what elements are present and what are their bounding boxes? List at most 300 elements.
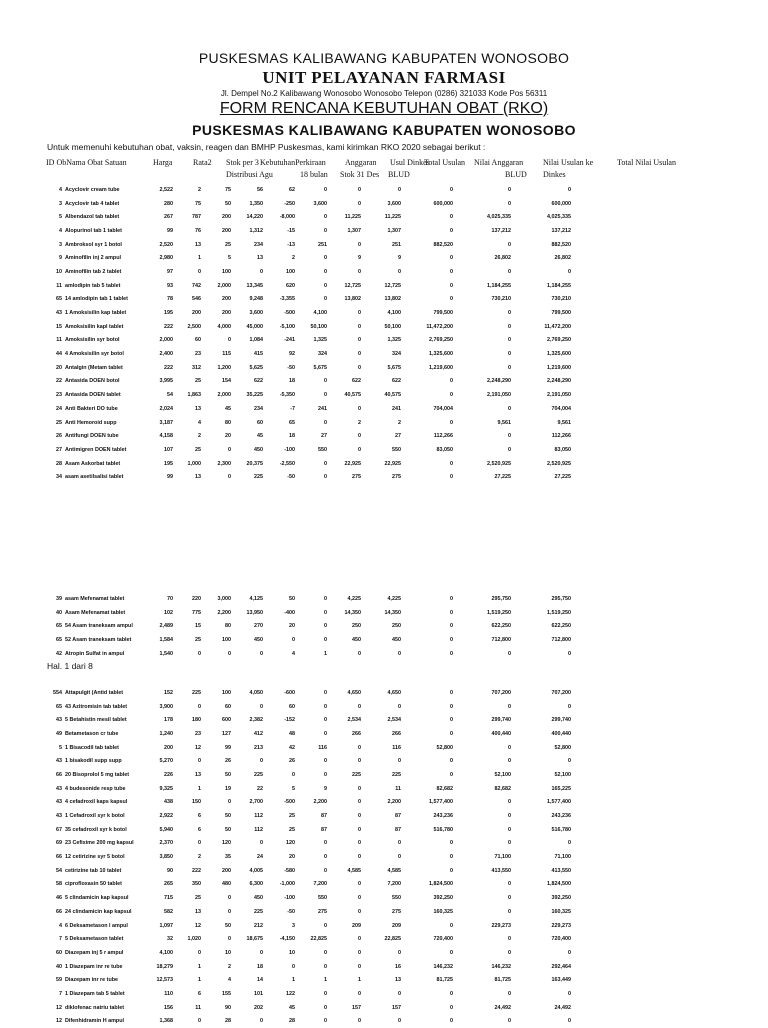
cell-total-usulan: 4,585 <box>363 864 403 878</box>
cell-estimate: 45 <box>265 1001 297 1015</box>
cell-drug-name: Acyclovir cream tube <box>65 183 149 197</box>
cell-usul-blud: 0 <box>329 782 363 796</box>
cell-row-id: 4 <box>47 183 65 197</box>
table-row <box>47 293 573 307</box>
cell-drug-name: Asam Askorbat tablet <box>65 457 149 471</box>
cell-nilai-usulan: 0 <box>455 754 513 768</box>
cell-nilai-usulan: 0 <box>455 700 513 714</box>
cell-stock: 5 <box>203 251 233 265</box>
cell-budget-stock: 1 <box>297 973 329 987</box>
cell-price: 110 <box>149 987 175 1001</box>
cell-usul-blud: 0 <box>329 891 363 905</box>
cell-avg: 150 <box>175 796 203 810</box>
cell-avg: 76 <box>175 224 203 238</box>
cell-usul-blud: 157 <box>329 1001 363 1015</box>
cell-nilai-anggaran: 112,266 <box>403 429 455 443</box>
cell-avg: 25 <box>175 375 203 389</box>
cell-drug-name: Amoksisilin kapl tablet <box>65 320 149 334</box>
cell-drug-name: 14 amlodipin tab 1 tablet <box>65 293 149 307</box>
cell-price: 93 <box>149 279 175 293</box>
cell-estimate: -500 <box>265 796 297 810</box>
cell-total-usulan: 622 <box>363 375 403 389</box>
cell-need: 45,000 <box>233 320 265 334</box>
cell-total-usulan: 0 <box>363 946 403 960</box>
cell-stock: 100 <box>203 265 233 279</box>
cell-usul-blud: 0 <box>329 946 363 960</box>
cell-drug-name: 1 Diazepam tab 5 tablet <box>65 987 149 1001</box>
cell-total-nilai: 0 <box>513 700 573 714</box>
table-header <box>0 156 768 184</box>
cell-total-usulan: 0 <box>363 700 403 714</box>
cell-total-nilai: 1,184,255 <box>513 279 573 293</box>
cell-nilai-anggaran: 243,236 <box>403 809 455 823</box>
cell-row-id: 40 <box>47 606 65 620</box>
cell-nilai-anggaran: 799,500 <box>403 306 455 320</box>
col-stok31: Stok 31 Des <box>340 168 379 181</box>
cell-row-id: 22 <box>47 375 65 389</box>
cell-nilai-usulan: 24,492 <box>455 1001 513 1015</box>
cell-total-nilai: 292,464 <box>513 960 573 974</box>
cell-need: 22 <box>233 782 265 796</box>
cell-nilai-usulan: 0 <box>455 946 513 960</box>
cell-nilai-usulan: 0 <box>455 891 513 905</box>
cell-drug-name: amlodipin tab 5 tablet <box>65 279 149 293</box>
table-row <box>47 864 573 878</box>
cell-need: 112 <box>233 809 265 823</box>
cell-stock: 0 <box>203 443 233 457</box>
cell-price: 2,024 <box>149 402 175 416</box>
cell-avg: 2 <box>175 429 203 443</box>
cell-price: 4,100 <box>149 946 175 960</box>
cell-row-id: 44 <box>47 347 65 361</box>
col-harga: Harga <box>153 156 172 169</box>
cell-row-id: 4 <box>47 224 65 238</box>
cell-stock: 0 <box>203 647 233 661</box>
table-row <box>47 470 573 484</box>
cell-nilai-usulan: 82,682 <box>455 782 513 796</box>
cell-total-nilai: 1,824,500 <box>513 878 573 892</box>
table-row <box>47 700 573 714</box>
cell-row-id: 7 <box>47 932 65 946</box>
cell-budget-stock: 0 <box>297 606 329 620</box>
cell-budget-stock: 4,100 <box>297 306 329 320</box>
cell-avg: 13 <box>175 905 203 919</box>
cell-stock: 75 <box>203 183 233 197</box>
cell-need: 1,350 <box>233 197 265 211</box>
cell-estimate: -100 <box>265 443 297 457</box>
cell-row-id: 15 <box>47 320 65 334</box>
cell-price: 4,158 <box>149 429 175 443</box>
cell-estimate: -15 <box>265 224 297 238</box>
cell-drug-name: Atropin Sulfat in ampul <box>65 647 149 661</box>
cell-total-usulan: 27 <box>363 429 403 443</box>
cell-nilai-anggaran: 0 <box>403 727 455 741</box>
cell-total-usulan: 50,100 <box>363 320 403 334</box>
cell-budget-stock: 0 <box>297 265 329 279</box>
cell-total-nilai: 299,740 <box>513 713 573 727</box>
cell-total-usulan: 5,675 <box>363 361 403 375</box>
cell-nilai-usulan: 0 <box>455 905 513 919</box>
cell-estimate: 0 <box>265 960 297 974</box>
cell-nilai-anggaran: 0 <box>403 470 455 484</box>
cell-usul-blud: 0 <box>329 823 363 837</box>
cell-budget-stock: 324 <box>297 347 329 361</box>
cell-drug-name: Ambroksol syr 1 botol <box>65 238 149 252</box>
cell-nilai-anggaran: 52,800 <box>403 741 455 755</box>
cell-nilai-usulan: 0 <box>455 1015 513 1028</box>
cell-avg: 23 <box>175 727 203 741</box>
cell-usul-blud: 0 <box>329 932 363 946</box>
cell-usul-blud: 0 <box>329 905 363 919</box>
cell-avg: 0 <box>175 700 203 714</box>
table-row <box>47 987 573 1001</box>
cell-total-usulan: 250 <box>363 619 403 633</box>
cell-nilai-anggaran: 0 <box>403 633 455 647</box>
cell-usul-blud: 0 <box>329 987 363 1001</box>
cell-need: 5,625 <box>233 361 265 375</box>
cell-row-id: 46 <box>47 891 65 905</box>
cell-total-nilai: 600,000 <box>513 197 573 211</box>
cell-nilai-anggaran: 0 <box>403 919 455 933</box>
cell-need: 14 <box>233 973 265 987</box>
cell-row-id: 65 <box>47 619 65 633</box>
cell-usul-blud: 4,650 <box>329 686 363 700</box>
cell-nilai-usulan: 0 <box>455 809 513 823</box>
cell-avg: 75 <box>175 197 203 211</box>
cell-total-usulan: 11,225 <box>363 210 403 224</box>
cell-price: 1,097 <box>149 919 175 933</box>
cell-price: 5,270 <box>149 754 175 768</box>
cell-need: 13 <box>233 251 265 265</box>
cell-total-usulan: 0 <box>363 837 403 851</box>
cell-total-usulan: 275 <box>363 905 403 919</box>
cell-need: 45 <box>233 429 265 443</box>
cell-avg: 350 <box>175 878 203 892</box>
cell-price: 195 <box>149 306 175 320</box>
cell-total-nilai: 2,769,250 <box>513 334 573 348</box>
cell-total-nilai: 0 <box>513 987 573 1001</box>
cell-estimate: 20 <box>265 850 297 864</box>
cell-avg: 2 <box>175 850 203 864</box>
cell-estimate: 42 <box>265 741 297 755</box>
cell-need: 1,084 <box>233 334 265 348</box>
table-row <box>47 443 573 457</box>
cell-total-usulan: 4,100 <box>363 306 403 320</box>
cell-usul-blud: 450 <box>329 633 363 647</box>
cell-price: 5,940 <box>149 823 175 837</box>
cell-stock: 0 <box>203 470 233 484</box>
cell-nilai-usulan: 730,210 <box>455 293 513 307</box>
cell-usul-blud: 0 <box>329 197 363 211</box>
cell-stock: 4,000 <box>203 320 233 334</box>
cell-total-usulan: 0 <box>363 265 403 279</box>
cell-stock: 50 <box>203 823 233 837</box>
cell-nilai-anggaran: 0 <box>403 837 455 851</box>
cell-price: 438 <box>149 796 175 810</box>
cell-avg: 0 <box>175 265 203 279</box>
cell-avg: 1 <box>175 973 203 987</box>
cell-nilai-usulan: 0 <box>455 306 513 320</box>
data-table-part-3 <box>47 686 573 1028</box>
cell-total-usulan: 0 <box>363 987 403 1001</box>
cell-budget-stock: 0 <box>297 700 329 714</box>
cell-total-usulan: 22,925 <box>363 457 403 471</box>
cell-drug-name: 1 Amoksisilin kap tablet <box>65 306 149 320</box>
cell-stock: 154 <box>203 375 233 389</box>
cell-budget-stock: 0 <box>297 864 329 878</box>
cell-estimate: 50 <box>265 592 297 606</box>
table-row <box>47 402 573 416</box>
cell-row-id: 3 <box>47 197 65 211</box>
cell-row-id: 12 <box>47 1015 65 1028</box>
cell-total-usulan: 0 <box>363 754 403 768</box>
table-row <box>47 388 573 402</box>
table-row <box>47 973 573 987</box>
cell-avg: 13 <box>175 238 203 252</box>
cell-row-id: 60 <box>47 946 65 960</box>
col-anggaran: Anggaran <box>345 156 377 169</box>
cell-avg: 742 <box>175 279 203 293</box>
cell-stock: 120 <box>203 837 233 851</box>
cell-budget-stock: 0 <box>297 919 329 933</box>
cell-estimate: -500 <box>265 306 297 320</box>
cell-total-nilai: 516,780 <box>513 823 573 837</box>
cell-row-id: 24 <box>47 402 65 416</box>
cell-need: 2,382 <box>233 713 265 727</box>
cell-total-usulan: 2,200 <box>363 796 403 810</box>
cell-price: 99 <box>149 224 175 238</box>
cell-stock: 2,300 <box>203 457 233 471</box>
cell-nilai-usulan: 0 <box>455 183 513 197</box>
cell-nilai-anggaran: 0 <box>403 987 455 1001</box>
cell-total-usulan: 0 <box>363 183 403 197</box>
cell-budget-stock: 87 <box>297 823 329 837</box>
cell-avg: 6 <box>175 823 203 837</box>
cell-nilai-usulan: 26,802 <box>455 251 513 265</box>
cell-total-nilai: 9,561 <box>513 416 573 430</box>
cell-budget-stock: 0 <box>297 416 329 430</box>
cell-budget-stock: 550 <box>297 891 329 905</box>
cell-total-usulan: 1,307 <box>363 224 403 238</box>
cell-usul-blud: 0 <box>329 647 363 661</box>
cell-total-nilai: 160,325 <box>513 905 573 919</box>
cell-estimate: 3 <box>265 919 297 933</box>
col-distribusi: Distribusi Agu <box>226 168 273 181</box>
cell-nilai-anggaran: 0 <box>403 592 455 606</box>
cell-avg: 23 <box>175 347 203 361</box>
cell-budget-stock: 0 <box>297 470 329 484</box>
cell-budget-stock: 0 <box>297 210 329 224</box>
cell-estimate: 62 <box>265 183 297 197</box>
col-blud1: BLUD <box>388 168 410 181</box>
cell-estimate: 20 <box>265 619 297 633</box>
cell-drug-name: 1 Diazepam inr re tube <box>65 960 149 974</box>
cell-drug-name: asam Mefenamat tablet <box>65 592 149 606</box>
cell-estimate: -250 <box>265 197 297 211</box>
cell-need: 0 <box>233 265 265 279</box>
cell-row-id: 34 <box>47 470 65 484</box>
cell-drug-name: Attapulgit (Antid tablet <box>65 686 149 700</box>
cell-total-nilai: 730,210 <box>513 293 573 307</box>
table-row <box>47 265 573 279</box>
col-blud2: BLUD <box>505 168 527 181</box>
col-dinkes: Dinkes <box>543 168 566 181</box>
cell-total-nilai: 112,266 <box>513 429 573 443</box>
table-row <box>47 224 573 238</box>
cell-total-nilai: 0 <box>513 837 573 851</box>
cell-total-nilai: 243,236 <box>513 809 573 823</box>
table-row <box>47 686 573 700</box>
cell-budget-stock: 0 <box>297 224 329 238</box>
cell-need: 4,125 <box>233 592 265 606</box>
cell-usul-blud: 275 <box>329 470 363 484</box>
cell-stock: 0 <box>203 932 233 946</box>
cell-total-usulan: 550 <box>363 443 403 457</box>
cell-total-nilai: 712,800 <box>513 633 573 647</box>
cell-nilai-anggaran: 1,325,600 <box>403 347 455 361</box>
cell-stock: 99 <box>203 741 233 755</box>
cell-need: 270 <box>233 619 265 633</box>
cell-estimate: 1 <box>265 973 297 987</box>
cell-nilai-anggaran: 600,000 <box>403 197 455 211</box>
cell-total-usulan: 275 <box>363 470 403 484</box>
cell-avg: 1 <box>175 782 203 796</box>
cell-row-id: 4 <box>47 919 65 933</box>
cell-need: 18 <box>233 960 265 974</box>
cell-stock: 35 <box>203 850 233 864</box>
cell-total-nilai: 1,325,600 <box>513 347 573 361</box>
cell-nilai-usulan: 1,184,255 <box>455 279 513 293</box>
cell-estimate: -1,000 <box>265 878 297 892</box>
cell-estimate: 48 <box>265 727 297 741</box>
cell-drug-name: cetirizine tab 10 tablet <box>65 864 149 878</box>
cell-usul-blud: 4,585 <box>329 864 363 878</box>
cell-avg: 0 <box>175 837 203 851</box>
cell-need: 35,225 <box>233 388 265 402</box>
cell-total-usulan: 14,350 <box>363 606 403 620</box>
cell-stock: 45 <box>203 402 233 416</box>
cell-usul-blud: 0 <box>329 334 363 348</box>
cell-row-id: 10 <box>47 265 65 279</box>
cell-estimate: -400 <box>265 606 297 620</box>
cell-price: 1,584 <box>149 633 175 647</box>
cell-avg: 1,863 <box>175 388 203 402</box>
cell-total-usulan: 324 <box>363 347 403 361</box>
col-nilai-anggaran: Nilai Anggaran <box>474 156 523 169</box>
cell-price: 2,489 <box>149 619 175 633</box>
cell-stock: 60 <box>203 700 233 714</box>
cell-avg: 312 <box>175 361 203 375</box>
cell-estimate: 26 <box>265 754 297 768</box>
cell-avg: 60 <box>175 334 203 348</box>
table-row <box>47 782 573 796</box>
cell-price: 2,370 <box>149 837 175 851</box>
cell-budget-stock: 7,200 <box>297 878 329 892</box>
table-row <box>47 210 573 224</box>
cell-budget-stock: 0 <box>297 183 329 197</box>
cell-nilai-usulan: 0 <box>455 265 513 279</box>
cell-drug-name: Antimigren DOEN tablet <box>65 443 149 457</box>
cell-total-nilai: 0 <box>513 1015 573 1028</box>
cell-avg: 225 <box>175 686 203 700</box>
cell-estimate: 10 <box>265 946 297 960</box>
cell-total-usulan: 225 <box>363 768 403 782</box>
cell-stock: 600 <box>203 713 233 727</box>
table-row <box>47 429 573 443</box>
cell-price: 222 <box>149 361 175 375</box>
cell-budget-stock: 0 <box>297 837 329 851</box>
cell-drug-name: ciprofloxasin 50 tablet <box>65 878 149 892</box>
cell-total-nilai: 413,550 <box>513 864 573 878</box>
cell-need: 0 <box>233 754 265 768</box>
cell-budget-stock: 27 <box>297 429 329 443</box>
cell-drug-name: 4 Amoksisilin syr botol <box>65 347 149 361</box>
cell-budget-stock: 251 <box>297 238 329 252</box>
cell-drug-name: Alopurinol tab 1 tablet <box>65 224 149 238</box>
header-line2: UNIT PELAYANAN FARMASI <box>0 68 768 88</box>
cell-stock: 50 <box>203 919 233 933</box>
cell-estimate: -152 <box>265 713 297 727</box>
cell-total-usulan: 22,825 <box>363 932 403 946</box>
cell-need: 225 <box>233 470 265 484</box>
cell-total-nilai: 11,472,200 <box>513 320 573 334</box>
cell-estimate: 28 <box>265 1015 297 1028</box>
cell-usul-blud: 0 <box>329 265 363 279</box>
cell-price: 267 <box>149 210 175 224</box>
cell-need: 225 <box>233 768 265 782</box>
cell-budget-stock: 1 <box>297 647 329 661</box>
cell-budget-stock: 0 <box>297 850 329 864</box>
cell-price: 99 <box>149 470 175 484</box>
cell-stock: 200 <box>203 210 233 224</box>
cell-row-id: 554 <box>47 686 65 700</box>
cell-nilai-anggaran: 0 <box>403 1001 455 1015</box>
cell-estimate: -600 <box>265 686 297 700</box>
table-row <box>47 592 573 606</box>
cell-drug-name: Diazepam inr re tube <box>65 973 149 987</box>
cell-budget-stock: 22,825 <box>297 932 329 946</box>
cell-avg: 1 <box>175 251 203 265</box>
cell-usul-blud: 12,725 <box>329 279 363 293</box>
cell-drug-name: 52 Asam traneksam tablet <box>65 633 149 647</box>
cell-nilai-anggaran: 81,725 <box>403 973 455 987</box>
cell-budget-stock: 0 <box>297 457 329 471</box>
cell-drug-name: 1 Cefadroxil syr k botol <box>65 809 149 823</box>
cell-budget-stock: 50,100 <box>297 320 329 334</box>
cell-drug-name: Albendazol tab tablet <box>65 210 149 224</box>
cell-usul-blud: 0 <box>329 238 363 252</box>
cell-avg: 25 <box>175 443 203 457</box>
cell-usul-blud: 1 <box>329 973 363 987</box>
cell-nilai-usulan: 0 <box>455 741 513 755</box>
cell-stock: 2,200 <box>203 606 233 620</box>
cell-price: 178 <box>149 713 175 727</box>
cell-nilai-anggaran: 0 <box>403 864 455 878</box>
cell-usul-blud: 0 <box>329 402 363 416</box>
cell-budget-stock: 2,200 <box>297 796 329 810</box>
cell-total-usulan: 12,725 <box>363 279 403 293</box>
cell-total-usulan: 0 <box>363 1015 403 1028</box>
cell-total-nilai: 0 <box>513 754 573 768</box>
cell-price: 582 <box>149 905 175 919</box>
cell-need: 450 <box>233 633 265 647</box>
cell-nilai-anggaran: 0 <box>403 210 455 224</box>
cell-total-nilai: 799,500 <box>513 306 573 320</box>
cell-price: 226 <box>149 768 175 782</box>
cell-row-id: 58 <box>47 878 65 892</box>
cell-need: 0 <box>233 700 265 714</box>
cell-avg: 25 <box>175 891 203 905</box>
